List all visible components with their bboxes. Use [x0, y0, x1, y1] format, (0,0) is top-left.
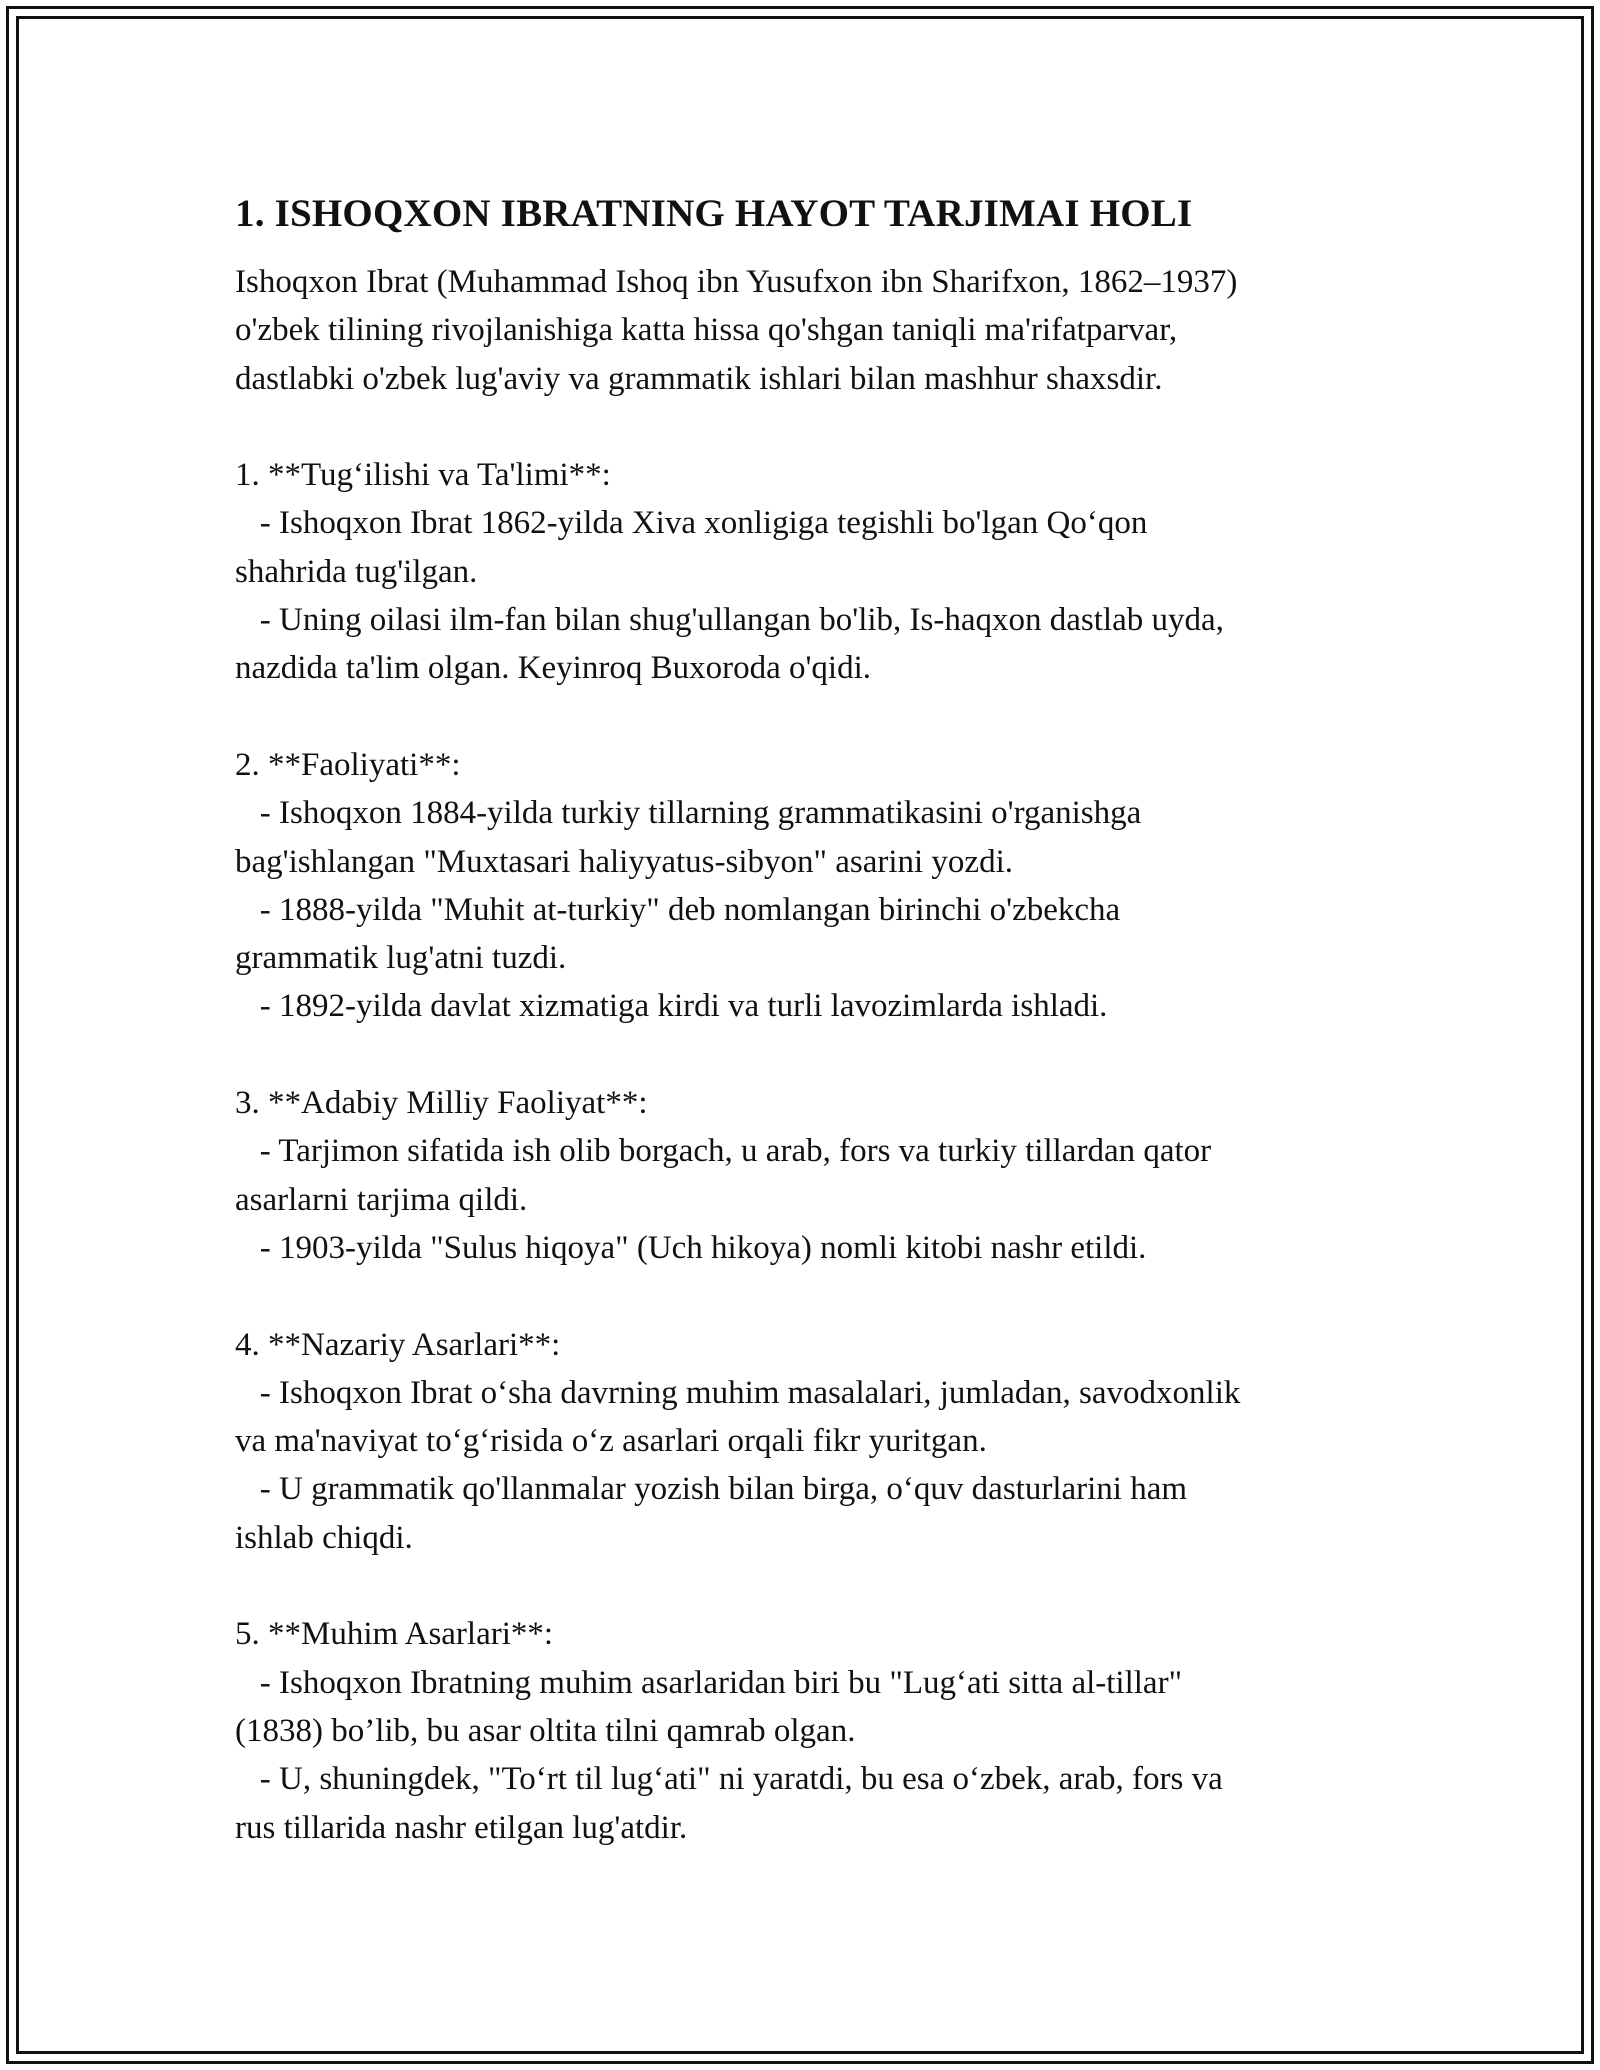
- section-theoretical-works: [235, 1321, 1375, 1562]
- section-line: va ma'naviyat to‘g‘risida o‘z asarlari orqali fikr yuritgan.: [235, 1423, 987, 1460]
- section-heading: 1. **Tug‘ilishi va Ta'limi**:: [235, 457, 611, 494]
- spacer: [235, 1031, 1375, 1079]
- section-heading: 5. **Muhim Asarlari**:: [235, 1616, 554, 1653]
- section-line: - 1892-yilda davlat xizmatiga kirdi va turli lavozimlarda ishladi.: [235, 988, 1108, 1025]
- section-birth-education: [235, 451, 1375, 692]
- section-activity: [235, 741, 1375, 1031]
- section-line: - Ishoqxon Ibrat 1862-yilda Xiva xonligiga tegishli bo'lgan Qo‘qon: [235, 505, 1148, 542]
- intro-line: Ishoqxon Ibrat (Muhammad Ishoq ibn Yusufxon ibn Sharifxon, 1862–1937): [235, 264, 1238, 300]
- document-title: 1. ISHOQXON IBRATNING HAYOT TARJIMAI HOLI: [235, 192, 1193, 235]
- section-line: nazdida ta'lim olgan. Keyinroq Buxoroda o'qidi.: [235, 650, 872, 687]
- section-heading: 2. **Faoliyati**:: [235, 746, 461, 783]
- section-line: - 1903-yilda "Sulus hiqoya" (Uch hikoya) nomli kitobi nashr etildi.: [235, 1229, 1147, 1266]
- intro-line: o'zbek tilining rivojlanishiga katta hissa qo'shgan taniqli ma'rifatparvar,: [235, 312, 1178, 349]
- spacer: [235, 693, 1375, 741]
- section-line: (1838) bo’lib, bu asar oltita tilni qamrab olgan.: [235, 1712, 856, 1749]
- section-heading: 4. **Nazariy Asarlari**:: [235, 1326, 561, 1363]
- spacer: [235, 1562, 1375, 1610]
- spacer: [235, 1272, 1375, 1320]
- section-line: - Tarjimon sifatida ish olib borgach, u arab, fors va turkiy tillardan qator: [235, 1133, 1212, 1170]
- section-line: - Ishoqxon 1884-yilda turkiy tillarning grammatikasini o'rganishga: [235, 795, 1142, 832]
- section-literary-activity: [235, 1079, 1375, 1272]
- section-heading: 3. **Adabiy Milliy Faoliyat**:: [235, 1085, 648, 1122]
- section-line: - U grammatik qo'llanmalar yozish bilan birga, o‘quv dasturlarini ham: [235, 1471, 1188, 1508]
- section-line: shahrida tug'ilgan.: [235, 553, 478, 590]
- section-line: - 1888-yilda "Muhit at-turkiy" deb nomlangan birinchi o'zbekcha: [235, 891, 1121, 928]
- document-body: [235, 190, 1375, 1852]
- section-line: - U, shuningdek, "To‘rt til lug‘ati" ni yaratdi, bu esa o‘zbek, arab, fors va: [235, 1761, 1223, 1798]
- section-line: rus tillarida nashr etilgan lug'atdir.: [235, 1809, 688, 1846]
- section-line: ishlab chiqdi.: [235, 1519, 413, 1556]
- intro-line: dastlabki o'zbek lug'aviy va grammatik ishlari bilan mashhur shaxsdir.: [235, 360, 1163, 397]
- section-line: bag'ishlangan "Muxtasari haliyyatus-sibyon" asarini yozdi.: [235, 843, 1013, 880]
- intro-paragraph: [235, 258, 1375, 403]
- section-line: grammatik lug'atni tuzdi.: [235, 940, 567, 977]
- section-line: asarlarni tarjima qildi.: [235, 1181, 528, 1218]
- section-important-works: [235, 1610, 1375, 1851]
- section-line: - Uning oilasi ilm-fan bilan shug'ullangan bo'lib, Is-haqxon dastlab uyda,: [235, 602, 1224, 639]
- spacer: [235, 403, 1375, 451]
- section-line: - Ishoqxon Ibratning muhim asarlaridan biri bu "Lug‘ati sitta al-tillar": [235, 1664, 1183, 1701]
- section-line: - Ishoqxon Ibrat o‘sha davrning muhim masalalari, jumladan, savodxonlik: [235, 1374, 1241, 1411]
